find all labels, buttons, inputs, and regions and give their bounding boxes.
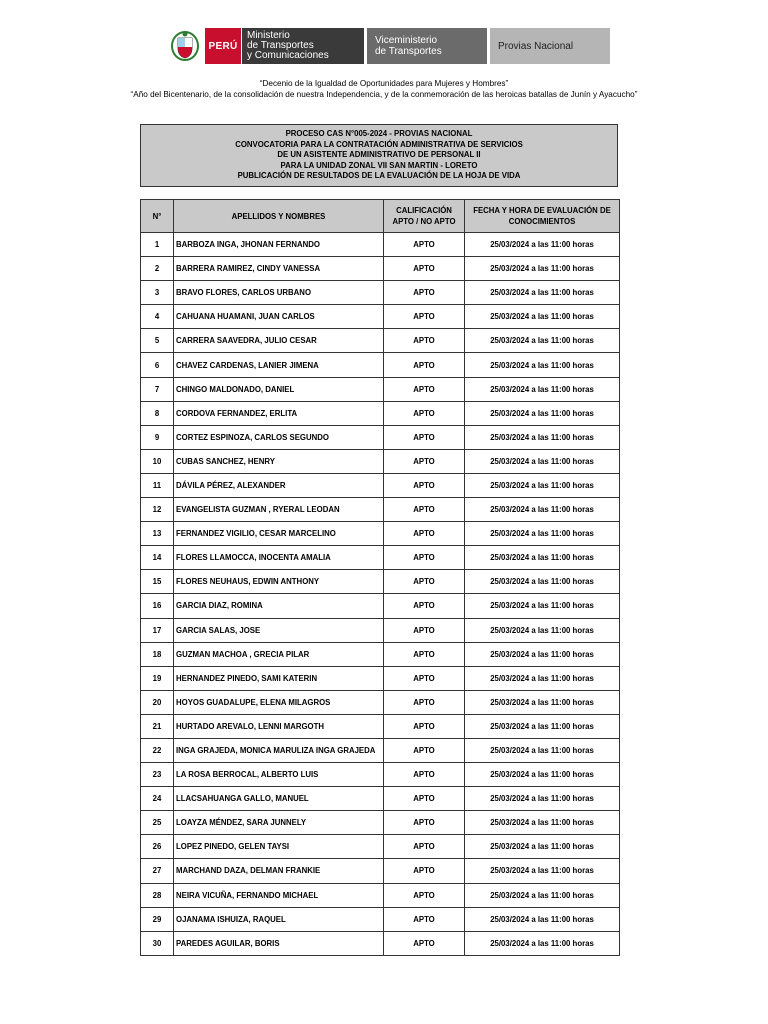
header-logo-strip xyxy=(167,28,610,64)
document-title-box xyxy=(140,124,618,187)
qualification-status: APTO xyxy=(384,546,465,570)
applicant-name: CUBAS SANCHEZ, HENRY xyxy=(174,449,384,473)
evaluation-datetime: 25/03/2024 a las 11:00 horas xyxy=(465,281,620,305)
evaluation-datetime: 25/03/2024 a las 11:00 horas xyxy=(465,666,620,690)
evaluation-datetime: 25/03/2024 a las 11:00 horas xyxy=(465,859,620,883)
row-number: 4 xyxy=(141,305,174,329)
qualification-status: APTO xyxy=(384,690,465,714)
applicant-name: GUZMAN MACHOA , GRECIA PILAR xyxy=(174,642,384,666)
applicant-name: LOPEZ PINEDO, GELEN TAYSI xyxy=(174,835,384,859)
evaluation-datetime: 25/03/2024 a las 11:00 horas xyxy=(465,787,620,811)
ministry-line: Ministerio xyxy=(247,30,290,41)
table-row xyxy=(141,859,620,883)
applicant-name: HOYOS GUADALUPE, ELENA MILAGROS xyxy=(174,690,384,714)
qualification-status: APTO xyxy=(384,811,465,835)
applicant-name: PAREDES AGUILAR, BORIS xyxy=(174,931,384,955)
evaluation-datetime: 25/03/2024 a las 11:00 horas xyxy=(465,594,620,618)
evaluation-datetime: 25/03/2024 a las 11:00 horas xyxy=(465,498,620,522)
row-number: 25 xyxy=(141,811,174,835)
results-table xyxy=(140,199,620,956)
table-header-row xyxy=(141,200,620,233)
viceministry-label xyxy=(367,28,487,64)
ministry-line: de Transportes xyxy=(247,40,314,51)
row-number: 28 xyxy=(141,883,174,907)
applicant-name: LOAYZA MÉNDEZ, SARA JUNNELY xyxy=(174,811,384,835)
column-header-number: N° xyxy=(141,200,174,233)
row-number: 24 xyxy=(141,787,174,811)
applicant-name: CHAVEZ CARDENAS, LANIER JIMENA xyxy=(174,353,384,377)
qualification-status: APTO xyxy=(384,835,465,859)
row-number: 21 xyxy=(141,714,174,738)
row-number: 12 xyxy=(141,498,174,522)
qualification-status: APTO xyxy=(384,618,465,642)
row-number: 22 xyxy=(141,738,174,762)
table-row xyxy=(141,714,620,738)
evaluation-datetime: 25/03/2024 a las 11:00 horas xyxy=(465,570,620,594)
table-row xyxy=(141,425,620,449)
qualification-status: APTO xyxy=(384,281,465,305)
qualification-status: APTO xyxy=(384,425,465,449)
column-header-name: APELLIDOS Y NOMBRES xyxy=(174,200,384,233)
table-row xyxy=(141,257,620,281)
evaluation-datetime: 25/03/2024 a las 11:00 horas xyxy=(465,329,620,353)
row-number: 20 xyxy=(141,690,174,714)
table-row xyxy=(141,353,620,377)
applicant-name: BARBOZA INGA, JHONAN FERNANDO xyxy=(174,233,384,257)
table-row xyxy=(141,787,620,811)
evaluation-datetime: 25/03/2024 a las 11:00 horas xyxy=(465,714,620,738)
applicant-name: LLACSAHUANGA GALLO, MANUEL xyxy=(174,787,384,811)
qualification-status: APTO xyxy=(384,642,465,666)
qualification-status: APTO xyxy=(384,401,465,425)
table-row xyxy=(141,329,620,353)
table-row xyxy=(141,377,620,401)
row-number: 19 xyxy=(141,666,174,690)
row-number: 8 xyxy=(141,401,174,425)
table-row xyxy=(141,811,620,835)
table-row xyxy=(141,570,620,594)
qualification-status: APTO xyxy=(384,522,465,546)
title-line: DE UN ASISTENTE ADMINISTRATIVO DE PERSONAL II xyxy=(277,150,481,160)
quote-year: “Año del Bicentenario, de la consolidación de nuestra Independencia, y de la conmemoración de las heroicas batallas de Junín y Ayacucho” xyxy=(130,90,638,99)
table-row xyxy=(141,666,620,690)
table-row xyxy=(141,931,620,955)
evaluation-datetime: 25/03/2024 a las 11:00 horas xyxy=(465,305,620,329)
evaluation-datetime: 25/03/2024 a las 11:00 horas xyxy=(465,377,620,401)
applicant-name: BRAVO FLORES, CARLOS URBANO xyxy=(174,281,384,305)
row-number: 26 xyxy=(141,835,174,859)
applicant-name: CORDOVA FERNANDEZ, ERLITA xyxy=(174,401,384,425)
applicant-name: HURTADO AREVALO, LENNI MARGOTH xyxy=(174,714,384,738)
qualification-status: APTO xyxy=(384,738,465,762)
table-row xyxy=(141,835,620,859)
evaluation-datetime: 25/03/2024 a las 11:00 horas xyxy=(465,618,620,642)
peru-label: PERÚ xyxy=(205,28,241,64)
row-number: 23 xyxy=(141,763,174,787)
applicant-name: OJANAMA ISHUIZA, RAQUEL xyxy=(174,907,384,931)
table-row xyxy=(141,473,620,497)
evaluation-datetime: 25/03/2024 a las 11:00 horas xyxy=(465,907,620,931)
table-row xyxy=(141,449,620,473)
column-header-evaluation-date: FECHA Y HORA DE EVALUACIÓN DE CONOCIMIENTOS xyxy=(465,200,620,233)
ministry-label xyxy=(242,28,364,64)
applicant-name: HERNANDEZ PINEDO, SAMI KATERIN xyxy=(174,666,384,690)
evaluation-datetime: 25/03/2024 a las 11:00 horas xyxy=(465,257,620,281)
table-row xyxy=(141,618,620,642)
row-number: 10 xyxy=(141,449,174,473)
evaluation-datetime: 25/03/2024 a las 11:00 horas xyxy=(465,835,620,859)
applicant-name: NEIRA VICUÑA, FERNANDO MICHAEL xyxy=(174,883,384,907)
row-number: 30 xyxy=(141,931,174,955)
qualification-status: APTO xyxy=(384,233,465,257)
title-line: PROCESO CAS N°005-2024 - PROVIAS NACIONAL xyxy=(285,129,473,139)
applicant-name: FERNANDEZ VIGILIO, CESAR MARCELINO xyxy=(174,522,384,546)
row-number: 7 xyxy=(141,377,174,401)
table-row xyxy=(141,546,620,570)
row-number: 15 xyxy=(141,570,174,594)
applicant-name: BARRERA RAMIREZ, CINDY VANESSA xyxy=(174,257,384,281)
qualification-status: APTO xyxy=(384,329,465,353)
coat-of-arms-icon xyxy=(167,28,203,64)
evaluation-datetime: 25/03/2024 a las 11:00 horas xyxy=(465,522,620,546)
title-line: PUBLICACIÓN DE RESULTADOS DE LA EVALUACIÓN DE LA HOJA DE VIDA xyxy=(237,171,521,181)
applicant-name: MARCHAND DAZA, DELMAN FRANKIE xyxy=(174,859,384,883)
qualification-status: APTO xyxy=(384,498,465,522)
evaluation-datetime: 25/03/2024 a las 11:00 horas xyxy=(465,233,620,257)
row-number: 9 xyxy=(141,425,174,449)
agency-label: Provias Nacional xyxy=(490,28,610,64)
evaluation-datetime: 25/03/2024 a las 11:00 horas xyxy=(465,690,620,714)
evaluation-datetime: 25/03/2024 a las 11:00 horas xyxy=(465,931,620,955)
qualification-status: APTO xyxy=(384,883,465,907)
qualification-status: APTO xyxy=(384,907,465,931)
table-row xyxy=(141,738,620,762)
title-line: CONVOCATORIA PARA LA CONTRATACIÓN ADMINISTRATIVA DE SERVICIOS xyxy=(235,139,523,149)
qualification-status: APTO xyxy=(384,931,465,955)
applicant-name: EVANGELISTA GUZMAN , RYERAL LEODAN xyxy=(174,498,384,522)
applicant-name: CHINGO MALDONADO, DANIEL xyxy=(174,377,384,401)
evaluation-datetime: 25/03/2024 a las 11:00 horas xyxy=(465,883,620,907)
qualification-status: APTO xyxy=(384,377,465,401)
table-row xyxy=(141,498,620,522)
evaluation-datetime: 25/03/2024 a las 11:00 horas xyxy=(465,425,620,449)
applicant-name: FLORES NEUHAUS, EDWIN ANTHONY xyxy=(174,570,384,594)
qualification-status: APTO xyxy=(384,666,465,690)
qualification-status: APTO xyxy=(384,763,465,787)
applicant-name: CORTEZ ESPINOZA, CARLOS SEGUNDO xyxy=(174,425,384,449)
evaluation-datetime: 25/03/2024 a las 11:00 horas xyxy=(465,353,620,377)
qualification-status: APTO xyxy=(384,570,465,594)
row-number: 11 xyxy=(141,473,174,497)
evaluation-datetime: 25/03/2024 a las 11:00 horas xyxy=(465,401,620,425)
row-number: 27 xyxy=(141,859,174,883)
table-row xyxy=(141,594,620,618)
qualification-status: APTO xyxy=(384,787,465,811)
table-row xyxy=(141,233,620,257)
row-number: 29 xyxy=(141,907,174,931)
evaluation-datetime: 25/03/2024 a las 11:00 horas xyxy=(465,546,620,570)
qualification-status: APTO xyxy=(384,353,465,377)
qualification-status: APTO xyxy=(384,449,465,473)
row-number: 17 xyxy=(141,618,174,642)
ministry-line: y Comunicaciones xyxy=(247,50,329,61)
applicant-name: DÁVILA PÉREZ, ALEXANDER xyxy=(174,473,384,497)
evaluation-datetime: 25/03/2024 a las 11:00 horas xyxy=(465,449,620,473)
table-row xyxy=(141,642,620,666)
vice-line: de Transportes xyxy=(375,46,442,57)
qualification-status: APTO xyxy=(384,594,465,618)
applicant-name: INGA GRAJEDA, MONICA MARULIZA INGA GRAJEDA xyxy=(174,738,384,762)
applicant-name: GARCIA SALAS, JOSE xyxy=(174,618,384,642)
year-quotes xyxy=(0,78,768,100)
table-row xyxy=(141,401,620,425)
qualification-status: APTO xyxy=(384,473,465,497)
table-row xyxy=(141,522,620,546)
table-row xyxy=(141,763,620,787)
table-row xyxy=(141,883,620,907)
row-number: 13 xyxy=(141,522,174,546)
row-number: 14 xyxy=(141,546,174,570)
applicant-name: CARRERA SAAVEDRA, JULIO CESAR xyxy=(174,329,384,353)
evaluation-datetime: 25/03/2024 a las 11:00 horas xyxy=(465,763,620,787)
table-body xyxy=(141,233,620,956)
row-number: 2 xyxy=(141,257,174,281)
evaluation-datetime: 25/03/2024 a las 11:00 horas xyxy=(465,642,620,666)
column-header-qualification: CALIFICACIÓN APTO / NO APTO xyxy=(384,200,465,233)
vice-line: Viceministerio xyxy=(375,35,438,46)
qualification-status: APTO xyxy=(384,305,465,329)
row-number: 18 xyxy=(141,642,174,666)
evaluation-datetime: 25/03/2024 a las 11:00 horas xyxy=(465,811,620,835)
row-number: 1 xyxy=(141,233,174,257)
title-line: PARA LA UNIDAD ZONAL VII SAN MARTIN - LORETO xyxy=(280,160,478,170)
applicant-name: GARCIA DIAZ, ROMINA xyxy=(174,594,384,618)
evaluation-datetime: 25/03/2024 a las 11:00 horas xyxy=(465,473,620,497)
quote-decade: “Decenio de la Igualdad de Oportunidades para Mujeres y Hombres” xyxy=(259,79,509,88)
row-number: 6 xyxy=(141,353,174,377)
qualification-status: APTO xyxy=(384,257,465,281)
applicant-name: FLORES LLAMOCCA, INOCENTA AMALIA xyxy=(174,546,384,570)
table-row xyxy=(141,281,620,305)
row-number: 3 xyxy=(141,281,174,305)
table-row xyxy=(141,907,620,931)
evaluation-datetime: 25/03/2024 a las 11:00 horas xyxy=(465,738,620,762)
qualification-status: APTO xyxy=(384,859,465,883)
qualification-status: APTO xyxy=(384,714,465,738)
table-row xyxy=(141,305,620,329)
table-row xyxy=(141,690,620,714)
applicant-name: CAHUANA HUAMANI, JUAN CARLOS xyxy=(174,305,384,329)
applicant-name: LA ROSA BERROCAL, ALBERTO LUIS xyxy=(174,763,384,787)
row-number: 16 xyxy=(141,594,174,618)
row-number: 5 xyxy=(141,329,174,353)
